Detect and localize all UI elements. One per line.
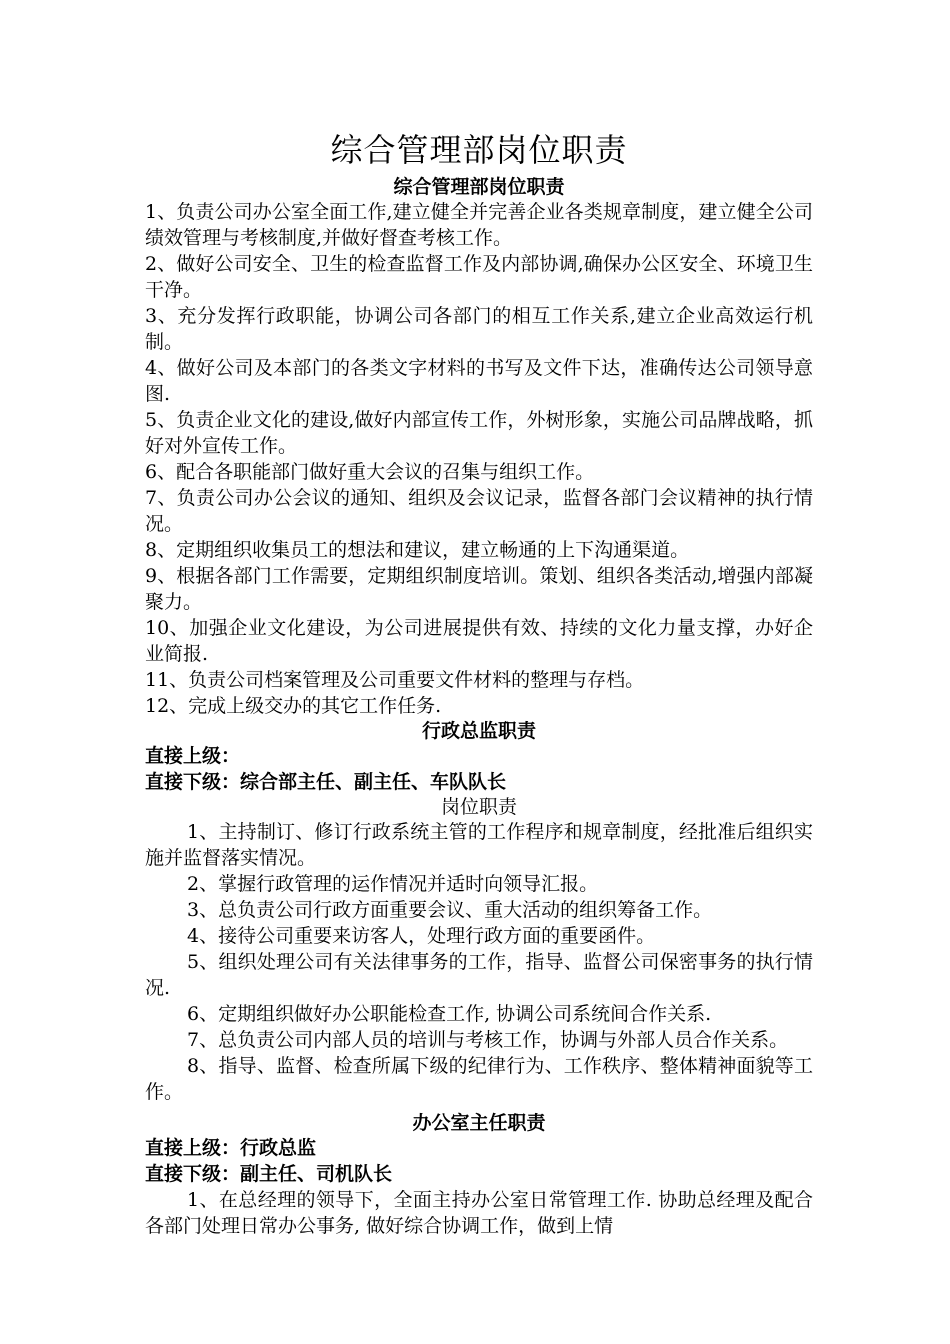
duty-item: 1、主持制订、修订行政系统主管的工作程序和规章制度，经批准后组织实施并监督落实情况。	[145, 821, 813, 869]
duty-item: 9、根据各部门工作需要，定期组织制度培训。策划、组织各类活动,增强内部凝聚力。	[145, 565, 813, 613]
section-admin-director	[145, 719, 813, 1105]
direct-subordinate: 直接下级：综合部主任、副主任、车队队长	[145, 771, 507, 793]
section-heading: 行政总监职责	[421, 720, 536, 742]
duty-item: 1、负责公司办公室全面工作,建立健全并完善企业各类规章制度，建立健全公司绩效管理与考核制度,并做好督查考核工作。	[145, 201, 813, 249]
duty-item: 8、定期组织收集员工的想法和建议，建立畅通的上下沟通渠道。	[145, 539, 690, 561]
duty-item: 7、总负责公司内部人员的培训与考核工作，协调与外部人员合作关系。	[187, 1029, 789, 1051]
duties-subheading: 岗位职责	[440, 796, 517, 818]
document-page	[145, 125, 813, 1239]
duty-item: 2、做好公司安全、卫生的检查监督工作及内部协调,确保办公区安全、环境卫生干净。	[145, 253, 813, 301]
document-title: 综合管理部岗位职责	[330, 131, 628, 169]
duty-item: 4、做好公司及本部门的各类文字材料的书写及文件下达，准确传达公司领导意图.	[145, 357, 813, 405]
direct-superior: 直接上级：	[145, 745, 241, 767]
duty-item: 1、在总经理的领导下，全面主持办公室日常管理工作. 协助总经理及配合各部门处理日常办公事务, 做好综合协调工作，做到上情	[145, 1189, 813, 1237]
section-heading: 综合管理部岗位职责	[393, 176, 565, 198]
duty-item: 12、完成上级交办的其它工作任务.	[145, 695, 442, 717]
duty-item: 8、指导、监督、检查所属下级的纪律行为、工作秩序、整体精神面貌等工作。	[145, 1055, 813, 1103]
duty-item: 3、总负责公司行政方面重要会议、重大活动的组织筹备工作。	[187, 899, 713, 921]
duty-item: 4、接待公司重要来访客人，处理行政方面的重要函件。	[187, 925, 656, 947]
duty-item: 5、负责企业文化的建设,做好内部宣传工作，外树形象，实施公司品牌战略，抓好对外宣传工作。	[145, 409, 813, 457]
duty-item: 2、掌握行政管理的运作情况并适时向领导汇报。	[187, 873, 599, 895]
section-heading: 办公室主任职责	[412, 1112, 546, 1134]
duty-item: 7、负责公司办公会议的通知、组织及会议记录，监督各部门会议精神的执行情况。	[145, 487, 813, 535]
duty-item: 5、组织处理公司有关法律事务的工作，指导、监督公司保密事务的执行情况.	[145, 951, 813, 999]
direct-subordinate: 直接下级：副主任、司机队长	[145, 1163, 393, 1185]
duty-item: 6、配合各职能部门做好重大会议的召集与组织工作。	[145, 461, 595, 483]
duty-item: 3、充分发挥行政职能，协调公司各部门的相互工作关系,建立企业高效运行机制。	[145, 305, 813, 353]
duty-item: 6、定期组织做好办公职能检查工作, 协调公司系统间合作关系.	[187, 1003, 712, 1025]
duty-item: 10、加强企业文化建设，为公司进展提供有效、持续的文化力量支撑，办好企业简报.	[145, 617, 813, 665]
section-general-management	[145, 175, 813, 719]
section-office-director	[145, 1111, 813, 1239]
direct-superior: 直接上级：行政总监	[145, 1137, 317, 1159]
duty-item: 11、负责公司档案管理及公司重要文件材料的整理与存档。	[145, 669, 645, 691]
